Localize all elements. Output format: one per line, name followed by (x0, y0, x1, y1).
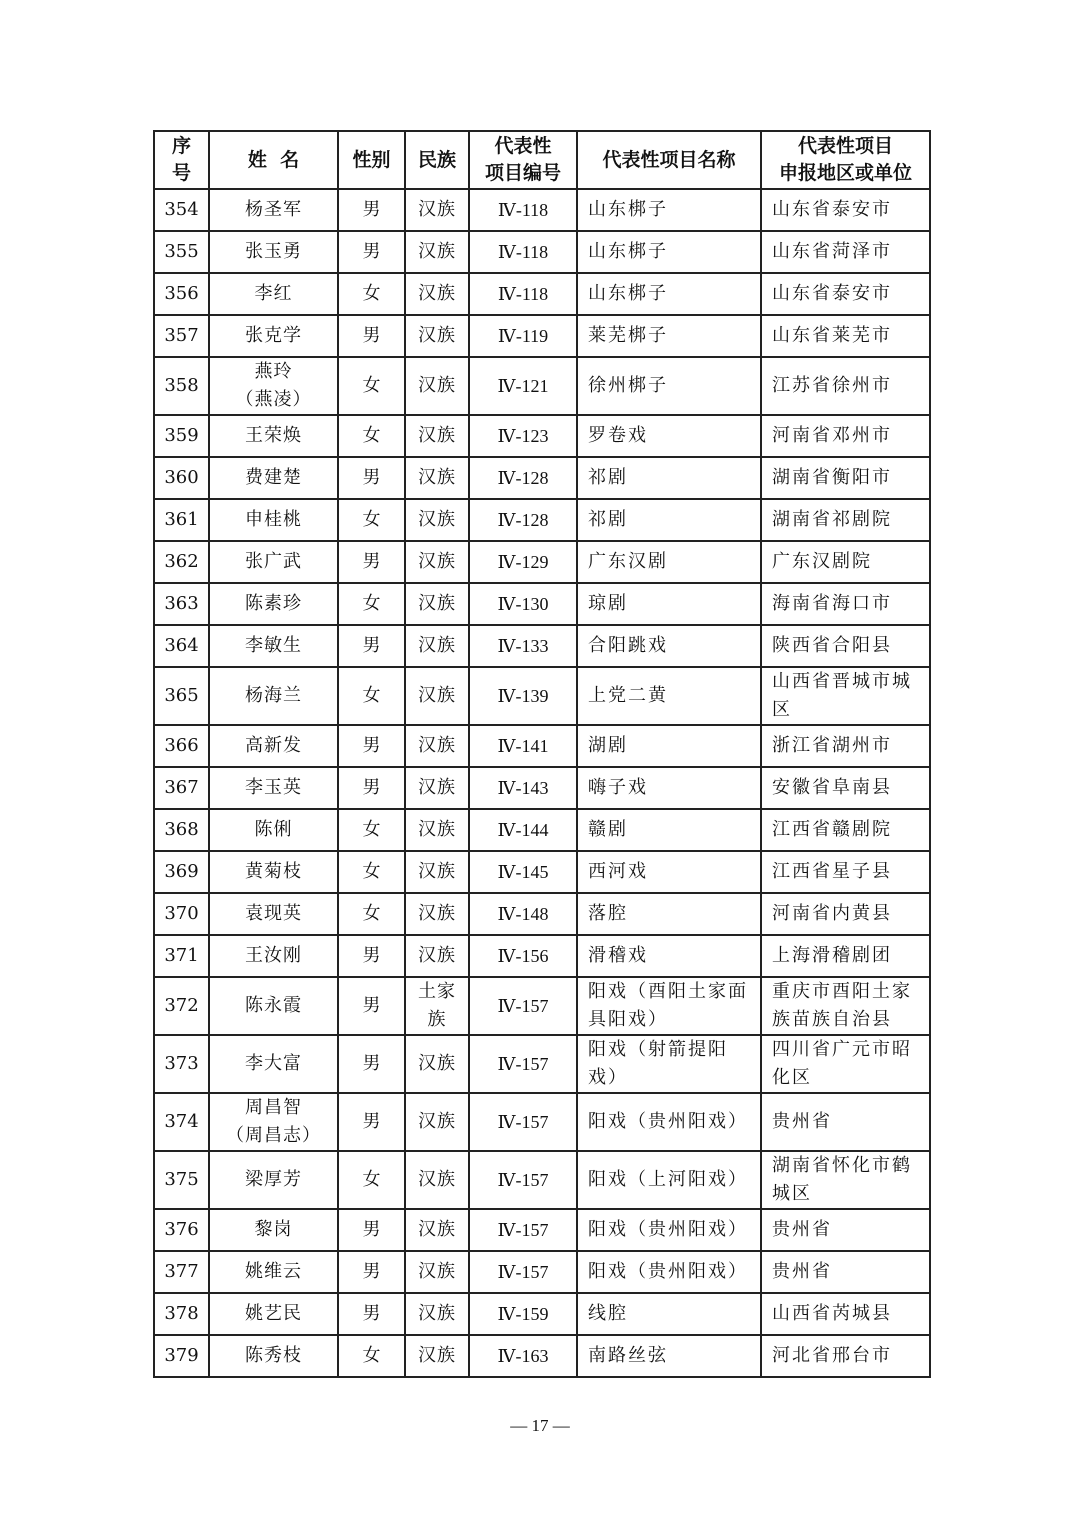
cell-serial-number: 355 (154, 231, 209, 273)
table-row (154, 189, 930, 231)
cell-region: 广东汉剧院 (761, 541, 930, 583)
cell-ethnicity: 汉族 (405, 767, 469, 809)
cell-gender: 女 (338, 357, 405, 415)
cell-project-code: Ⅳ-118 (469, 189, 577, 231)
table-row (154, 667, 930, 725)
cell-project-code: Ⅳ-123 (469, 415, 577, 457)
cell-ethnicity: 汉族 (405, 231, 469, 273)
cell-region: 山东省莱芜市 (761, 315, 930, 357)
cell-serial-number: 369 (154, 851, 209, 893)
cell-serial-number: 377 (154, 1251, 209, 1293)
cell-ethnicity: 汉族 (405, 1151, 469, 1209)
cell-project-code: Ⅳ-148 (469, 893, 577, 935)
cell-region: 海南省海口市 (761, 583, 930, 625)
cell-name: 黎岗 (209, 1209, 338, 1251)
cell-project-name: 阳戏（酉阳土家面 具阳戏） (577, 977, 761, 1035)
cell-region: 山东省泰安市 (761, 189, 930, 231)
header-gender: 性别 (338, 131, 405, 189)
cell-serial-number: 371 (154, 935, 209, 977)
cell-project-code: Ⅳ-159 (469, 1293, 577, 1335)
cell-gender: 女 (338, 499, 405, 541)
cell-project-name: 祁剧 (577, 457, 761, 499)
cell-project-name: 山东梆子 (577, 231, 761, 273)
cell-ethnicity: 汉族 (405, 1035, 469, 1093)
cell-ethnicity: 汉族 (405, 1293, 469, 1335)
cell-project-code: Ⅳ-143 (469, 767, 577, 809)
cell-region: 重庆市酉阳土家 族苗族自治县 (761, 977, 930, 1035)
cell-region: 山西省芮城县 (761, 1293, 930, 1335)
cell-gender: 女 (338, 273, 405, 315)
table-row (154, 625, 930, 667)
cell-serial-number: 358 (154, 357, 209, 415)
cell-project-code: Ⅳ-145 (469, 851, 577, 893)
cell-project-code: Ⅳ-157 (469, 1151, 577, 1209)
cell-name: 申桂桃 (209, 499, 338, 541)
cell-gender: 女 (338, 893, 405, 935)
cell-project-name: 落腔 (577, 893, 761, 935)
cell-name: 张广武 (209, 541, 338, 583)
cell-project-name: 嗨子戏 (577, 767, 761, 809)
cell-name: 李玉英 (209, 767, 338, 809)
cell-region: 河北省邢台市 (761, 1335, 930, 1377)
cell-name: 梁厚芳 (209, 1151, 338, 1209)
cell-gender: 男 (338, 935, 405, 977)
table-row (154, 541, 930, 583)
cell-project-code: Ⅳ-129 (469, 541, 577, 583)
cell-ethnicity: 汉族 (405, 499, 469, 541)
cell-gender: 男 (338, 767, 405, 809)
cell-project-code: Ⅳ-119 (469, 315, 577, 357)
cell-region: 江西省星子县 (761, 851, 930, 893)
cell-name: 陈永霞 (209, 977, 338, 1035)
cell-project-name: 南路丝弦 (577, 1335, 761, 1377)
cell-ethnicity: 汉族 (405, 457, 469, 499)
cell-ethnicity: 汉族 (405, 935, 469, 977)
cell-gender: 男 (338, 541, 405, 583)
cell-project-code: Ⅳ-118 (469, 231, 577, 273)
table-row (154, 1251, 930, 1293)
cell-project-name: 阳戏（贵州阳戏） (577, 1251, 761, 1293)
cell-gender: 男 (338, 1251, 405, 1293)
cell-project-code: Ⅳ-157 (469, 1035, 577, 1093)
cell-gender: 男 (338, 457, 405, 499)
cell-region: 贵州省 (761, 1209, 930, 1251)
cell-project-code: Ⅳ-157 (469, 1093, 577, 1151)
cell-gender: 女 (338, 415, 405, 457)
cell-project-name: 罗卷戏 (577, 415, 761, 457)
cell-project-code: Ⅳ-157 (469, 977, 577, 1035)
cell-region: 贵州省 (761, 1251, 930, 1293)
table-row (154, 935, 930, 977)
cell-project-code: Ⅳ-157 (469, 1251, 577, 1293)
cell-serial-number: 375 (154, 1151, 209, 1209)
cell-region: 河南省内黄县 (761, 893, 930, 935)
cell-gender: 女 (338, 1335, 405, 1377)
table-row (154, 977, 930, 1035)
cell-name: 袁现英 (209, 893, 338, 935)
cell-region: 上海滑稽剧团 (761, 935, 930, 977)
cell-serial-number: 368 (154, 809, 209, 851)
cell-serial-number: 354 (154, 189, 209, 231)
cell-project-name: 徐州梆子 (577, 357, 761, 415)
cell-region: 山东省泰安市 (761, 273, 930, 315)
cell-gender: 男 (338, 1293, 405, 1335)
cell-region: 湖南省衡阳市 (761, 457, 930, 499)
cell-ethnicity: 汉族 (405, 725, 469, 767)
cell-serial-number: 357 (154, 315, 209, 357)
cell-project-code: Ⅳ-141 (469, 725, 577, 767)
cell-project-name: 赣剧 (577, 809, 761, 851)
cell-name: 陈俐 (209, 809, 338, 851)
cell-project-code: Ⅳ-157 (469, 1209, 577, 1251)
cell-name: 杨海兰 (209, 667, 338, 725)
cell-serial-number: 363 (154, 583, 209, 625)
cell-gender: 女 (338, 809, 405, 851)
cell-ethnicity: 汉族 (405, 809, 469, 851)
cell-project-code: Ⅳ-133 (469, 625, 577, 667)
cell-project-name: 阳戏（射箭提阳 戏） (577, 1035, 761, 1093)
cell-gender: 女 (338, 1151, 405, 1209)
cell-region: 贵州省 (761, 1093, 930, 1151)
cell-serial-number: 356 (154, 273, 209, 315)
cell-gender: 男 (338, 189, 405, 231)
header-region: 代表性项目 申报地区或单位 (761, 131, 930, 189)
cell-project-name: 西河戏 (577, 851, 761, 893)
table-row (154, 1209, 930, 1251)
cell-name: 王荣焕 (209, 415, 338, 457)
cell-region: 湖南省祁剧院 (761, 499, 930, 541)
cell-name: 张玉勇 (209, 231, 338, 273)
cell-project-name: 合阳跳戏 (577, 625, 761, 667)
cell-ethnicity: 汉族 (405, 1209, 469, 1251)
cell-region: 山西省晋城市城 区 (761, 667, 930, 725)
table-row (154, 893, 930, 935)
cell-project-name: 山东梆子 (577, 273, 761, 315)
header-serial-number: 序 号 (154, 131, 209, 189)
cell-name: 姚维云 (209, 1251, 338, 1293)
cell-serial-number: 378 (154, 1293, 209, 1335)
cell-name: 陈秀枝 (209, 1335, 338, 1377)
cell-region: 湖南省怀化市鹤 城区 (761, 1151, 930, 1209)
table-row (154, 1335, 930, 1377)
cell-ethnicity: 土家 族 (405, 977, 469, 1035)
cell-project-code: Ⅳ-144 (469, 809, 577, 851)
table-row (154, 851, 930, 893)
cell-project-code: Ⅳ-121 (469, 357, 577, 415)
cell-name: 张克学 (209, 315, 338, 357)
header-project-name: 代表性项目名称 (577, 131, 761, 189)
cell-project-code: Ⅳ-163 (469, 1335, 577, 1377)
table-row (154, 809, 930, 851)
cell-gender: 男 (338, 1209, 405, 1251)
cell-project-code: Ⅳ-156 (469, 935, 577, 977)
cell-region: 四川省广元市昭 化区 (761, 1035, 930, 1093)
cell-name: 燕玲 （燕凌） (209, 357, 338, 415)
cell-name: 李红 (209, 273, 338, 315)
cell-project-code: Ⅳ-128 (469, 457, 577, 499)
page-number: — 17 — (510, 1416, 570, 1435)
table-row (154, 725, 930, 767)
cell-name: 黄菊枝 (209, 851, 338, 893)
cell-serial-number: 359 (154, 415, 209, 457)
cell-serial-number: 370 (154, 893, 209, 935)
cell-ethnicity: 汉族 (405, 583, 469, 625)
cell-project-code: Ⅳ-130 (469, 583, 577, 625)
table-row (154, 231, 930, 273)
cell-name: 王汝刚 (209, 935, 338, 977)
cell-project-name: 祁剧 (577, 499, 761, 541)
cell-ethnicity: 汉族 (405, 1335, 469, 1377)
table-row (154, 1035, 930, 1093)
cell-gender: 男 (338, 1035, 405, 1093)
cell-ethnicity: 汉族 (405, 415, 469, 457)
table-row (154, 415, 930, 457)
cell-region: 安徽省阜南县 (761, 767, 930, 809)
cell-ethnicity: 汉族 (405, 541, 469, 583)
cell-region: 河南省邓州市 (761, 415, 930, 457)
cell-ethnicity: 汉族 (405, 189, 469, 231)
cell-project-name: 山东梆子 (577, 189, 761, 231)
cell-gender: 男 (338, 231, 405, 273)
cell-ethnicity: 汉族 (405, 273, 469, 315)
cell-serial-number: 365 (154, 667, 209, 725)
table-row (154, 357, 930, 415)
cell-name: 陈素珍 (209, 583, 338, 625)
header-ethnicity: 民族 (405, 131, 469, 189)
cell-region: 陕西省合阳县 (761, 625, 930, 667)
cell-serial-number: 374 (154, 1093, 209, 1151)
cell-serial-number: 362 (154, 541, 209, 583)
table-row (154, 457, 930, 499)
cell-gender: 女 (338, 667, 405, 725)
table-row (154, 499, 930, 541)
cell-name: 李大富 (209, 1035, 338, 1093)
header-name: 姓 名 (209, 131, 338, 189)
cell-serial-number: 372 (154, 977, 209, 1035)
cell-ethnicity: 汉族 (405, 625, 469, 667)
table-row (154, 1293, 930, 1335)
table-row (154, 1093, 930, 1151)
cell-gender: 男 (338, 315, 405, 357)
cell-serial-number: 360 (154, 457, 209, 499)
cell-serial-number: 364 (154, 625, 209, 667)
heritage-inheritors-table (153, 130, 931, 1378)
cell-serial-number: 376 (154, 1209, 209, 1251)
cell-name: 李敏生 (209, 625, 338, 667)
table-body (154, 189, 930, 1377)
cell-region: 浙江省湖州市 (761, 725, 930, 767)
cell-serial-number: 367 (154, 767, 209, 809)
cell-ethnicity: 汉族 (405, 315, 469, 357)
cell-project-name: 阳戏（上河阳戏） (577, 1151, 761, 1209)
table-row (154, 767, 930, 809)
cell-project-name: 湖剧 (577, 725, 761, 767)
cell-project-name: 阳戏（贵州阳戏） (577, 1093, 761, 1151)
cell-ethnicity: 汉族 (405, 357, 469, 415)
cell-serial-number: 373 (154, 1035, 209, 1093)
cell-project-code: Ⅳ-128 (469, 499, 577, 541)
header-project-code: 代表性 项目编号 (469, 131, 577, 189)
cell-gender: 女 (338, 583, 405, 625)
cell-serial-number: 379 (154, 1335, 209, 1377)
cell-ethnicity: 汉族 (405, 893, 469, 935)
cell-gender: 男 (338, 977, 405, 1035)
cell-project-name: 阳戏（贵州阳戏） (577, 1209, 761, 1251)
cell-project-code: Ⅳ-118 (469, 273, 577, 315)
cell-gender: 男 (338, 1093, 405, 1151)
cell-project-name: 滑稽戏 (577, 935, 761, 977)
cell-ethnicity: 汉族 (405, 851, 469, 893)
table-row (154, 315, 930, 357)
cell-project-name: 上党二黄 (577, 667, 761, 725)
cell-name: 姚艺民 (209, 1293, 338, 1335)
cell-project-name: 莱芜梆子 (577, 315, 761, 357)
cell-region: 江苏省徐州市 (761, 357, 930, 415)
cell-name: 高新发 (209, 725, 338, 767)
table-header-row (154, 131, 930, 189)
cell-region: 江西省赣剧院 (761, 809, 930, 851)
cell-project-code: Ⅳ-139 (469, 667, 577, 725)
table-row (154, 273, 930, 315)
cell-serial-number: 366 (154, 725, 209, 767)
cell-gender: 男 (338, 625, 405, 667)
cell-project-name: 广东汉剧 (577, 541, 761, 583)
cell-ethnicity: 汉族 (405, 1093, 469, 1151)
cell-serial-number: 361 (154, 499, 209, 541)
cell-name: 周昌智 （周昌志） (209, 1093, 338, 1151)
cell-ethnicity: 汉族 (405, 1251, 469, 1293)
cell-name: 费建楚 (209, 457, 338, 499)
table-row (154, 583, 930, 625)
table-row (154, 1151, 930, 1209)
cell-project-name: 线腔 (577, 1293, 761, 1335)
cell-gender: 男 (338, 725, 405, 767)
cell-gender: 女 (338, 851, 405, 893)
cell-region: 山东省菏泽市 (761, 231, 930, 273)
cell-project-name: 琼剧 (577, 583, 761, 625)
cell-name: 杨圣军 (209, 189, 338, 231)
cell-ethnicity: 汉族 (405, 667, 469, 725)
